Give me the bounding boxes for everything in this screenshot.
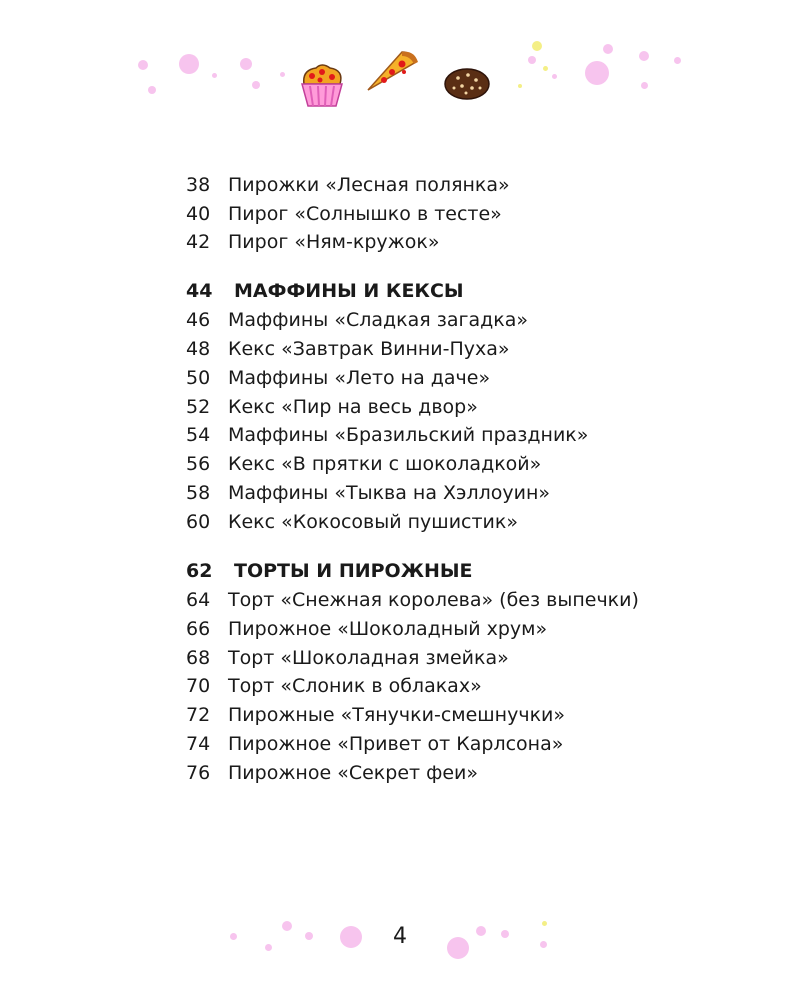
toc-page-number: 54: [186, 424, 211, 446]
toc-title: Маффины «Сладкая загадка»: [228, 309, 528, 331]
toc-title: Кекс «Завтрак Винни-Пуха»: [228, 338, 510, 360]
toc-section-title: МАФФИНЫ И КЕКСЫ: [234, 280, 464, 302]
toc-title: Торт «Слоник в облаках»: [228, 675, 482, 697]
toc-title: Маффины «Лето на даче»: [228, 367, 491, 389]
toc-entry[interactable]: [186, 450, 541, 478]
confetti-dot: [138, 60, 148, 70]
confetti-dot: [518, 84, 522, 88]
toc-title: Пирожное «Привет от Карлсона»: [228, 733, 564, 755]
toc-entry[interactable]: [186, 393, 478, 421]
confetti-dot: [305, 932, 313, 940]
confetti-dot: [340, 926, 362, 948]
confetti-dot: [532, 41, 542, 51]
toc-title: Маффины «Бразильский праздник»: [228, 424, 589, 446]
toc-title: Пирожные «Тянучки-смешнучки»: [228, 704, 566, 726]
pizza-slice-icon: [364, 46, 420, 92]
confetti-dot: [501, 930, 509, 938]
toc-entry[interactable]: [186, 672, 482, 700]
toc-page-number: 46: [186, 309, 211, 331]
toc-page-number: 38: [186, 174, 211, 196]
confetti-dot: [476, 926, 486, 936]
confetti-dot: [674, 57, 681, 64]
confetti-dot: [540, 941, 547, 948]
confetti-dot: [212, 73, 217, 78]
confetti-dot: [148, 86, 156, 94]
confetti-dot: [252, 81, 260, 89]
toc-page-number: 76: [186, 762, 211, 784]
confetti-dot: [240, 58, 252, 70]
toc-title: Кекс «Пир на весь двор»: [228, 396, 478, 418]
toc-section-title: ТОРТЫ И ПИРОЖНЫЕ: [234, 560, 473, 582]
confetti-dot: [447, 937, 469, 959]
confetti-dot: [179, 54, 199, 74]
toc-page-number: 74: [186, 733, 211, 755]
toc-title: Маффины «Тыква на Хэллоуин»: [228, 482, 551, 504]
page-number: 4: [393, 924, 407, 949]
cookie-icon: [442, 66, 492, 102]
toc-entry[interactable]: [186, 335, 510, 363]
toc-entry[interactable]: [186, 730, 563, 758]
confetti-dot: [585, 61, 609, 85]
toc-title: Кекс «В прятки с шоколадкой»: [228, 453, 542, 475]
confetti-dot: [282, 921, 292, 931]
toc-entry[interactable]: [186, 615, 547, 643]
toc-entry[interactable]: [186, 508, 518, 536]
confetti-dot: [265, 944, 272, 951]
toc-page-number: 62: [186, 560, 213, 582]
toc-title: Пирог «Ням-кружок»: [228, 231, 440, 253]
cupcake-icon: [296, 62, 348, 108]
confetti-dot: [543, 66, 548, 71]
toc-section-heading[interactable]: [186, 277, 464, 305]
toc-page-number: 70: [186, 675, 211, 697]
toc-entry[interactable]: [186, 644, 509, 672]
toc-entry[interactable]: [186, 200, 502, 228]
confetti-dot: [528, 56, 536, 64]
toc-page-number: 40: [186, 203, 211, 225]
confetti-dot: [641, 82, 648, 89]
toc-title: Торт «Снежная королева» (без выпечки): [228, 589, 639, 611]
toc-page-number: 68: [186, 647, 211, 669]
toc-title: Пирожное «Секрет феи»: [228, 762, 479, 784]
confetti-dot: [542, 921, 547, 926]
toc-entry[interactable]: [186, 421, 588, 449]
toc-entry[interactable]: [186, 479, 550, 507]
toc-title: Торт «Шоколадная змейка»: [228, 647, 509, 669]
toc-entry[interactable]: [186, 701, 565, 729]
toc-entry[interactable]: [186, 228, 440, 256]
toc-page-number: 50: [186, 367, 211, 389]
toc-section-heading[interactable]: [186, 557, 473, 585]
toc-entry[interactable]: [186, 759, 478, 787]
confetti-dot: [230, 933, 237, 940]
toc-page-number: 66: [186, 618, 211, 640]
toc-page-number: 58: [186, 482, 211, 504]
toc-title: Пирог «Солнышко в тесте»: [228, 203, 502, 225]
toc-page-number: 48: [186, 338, 211, 360]
toc-page-number: 52: [186, 396, 211, 418]
toc-title: Пирожки «Лесная полянка»: [228, 174, 510, 196]
toc-page-number: 44: [186, 280, 213, 302]
confetti-dot: [552, 74, 557, 79]
confetti-dot: [603, 44, 613, 54]
confetti-dot: [639, 51, 649, 61]
toc-page-number: 60: [186, 511, 211, 533]
confetti-dot: [280, 72, 285, 77]
toc-title: Кекс «Кокосовый пушистик»: [228, 511, 519, 533]
toc-entry[interactable]: [186, 364, 490, 392]
toc-page-number: 72: [186, 704, 211, 726]
toc-entry[interactable]: [186, 171, 510, 199]
toc-page-number: 56: [186, 453, 211, 475]
toc-entry[interactable]: [186, 306, 528, 334]
toc-page-number: 64: [186, 589, 211, 611]
toc-title: Пирожное «Шоколадный хрум»: [228, 618, 548, 640]
toc-entry[interactable]: [186, 586, 639, 614]
toc-page-number: 42: [186, 231, 211, 253]
